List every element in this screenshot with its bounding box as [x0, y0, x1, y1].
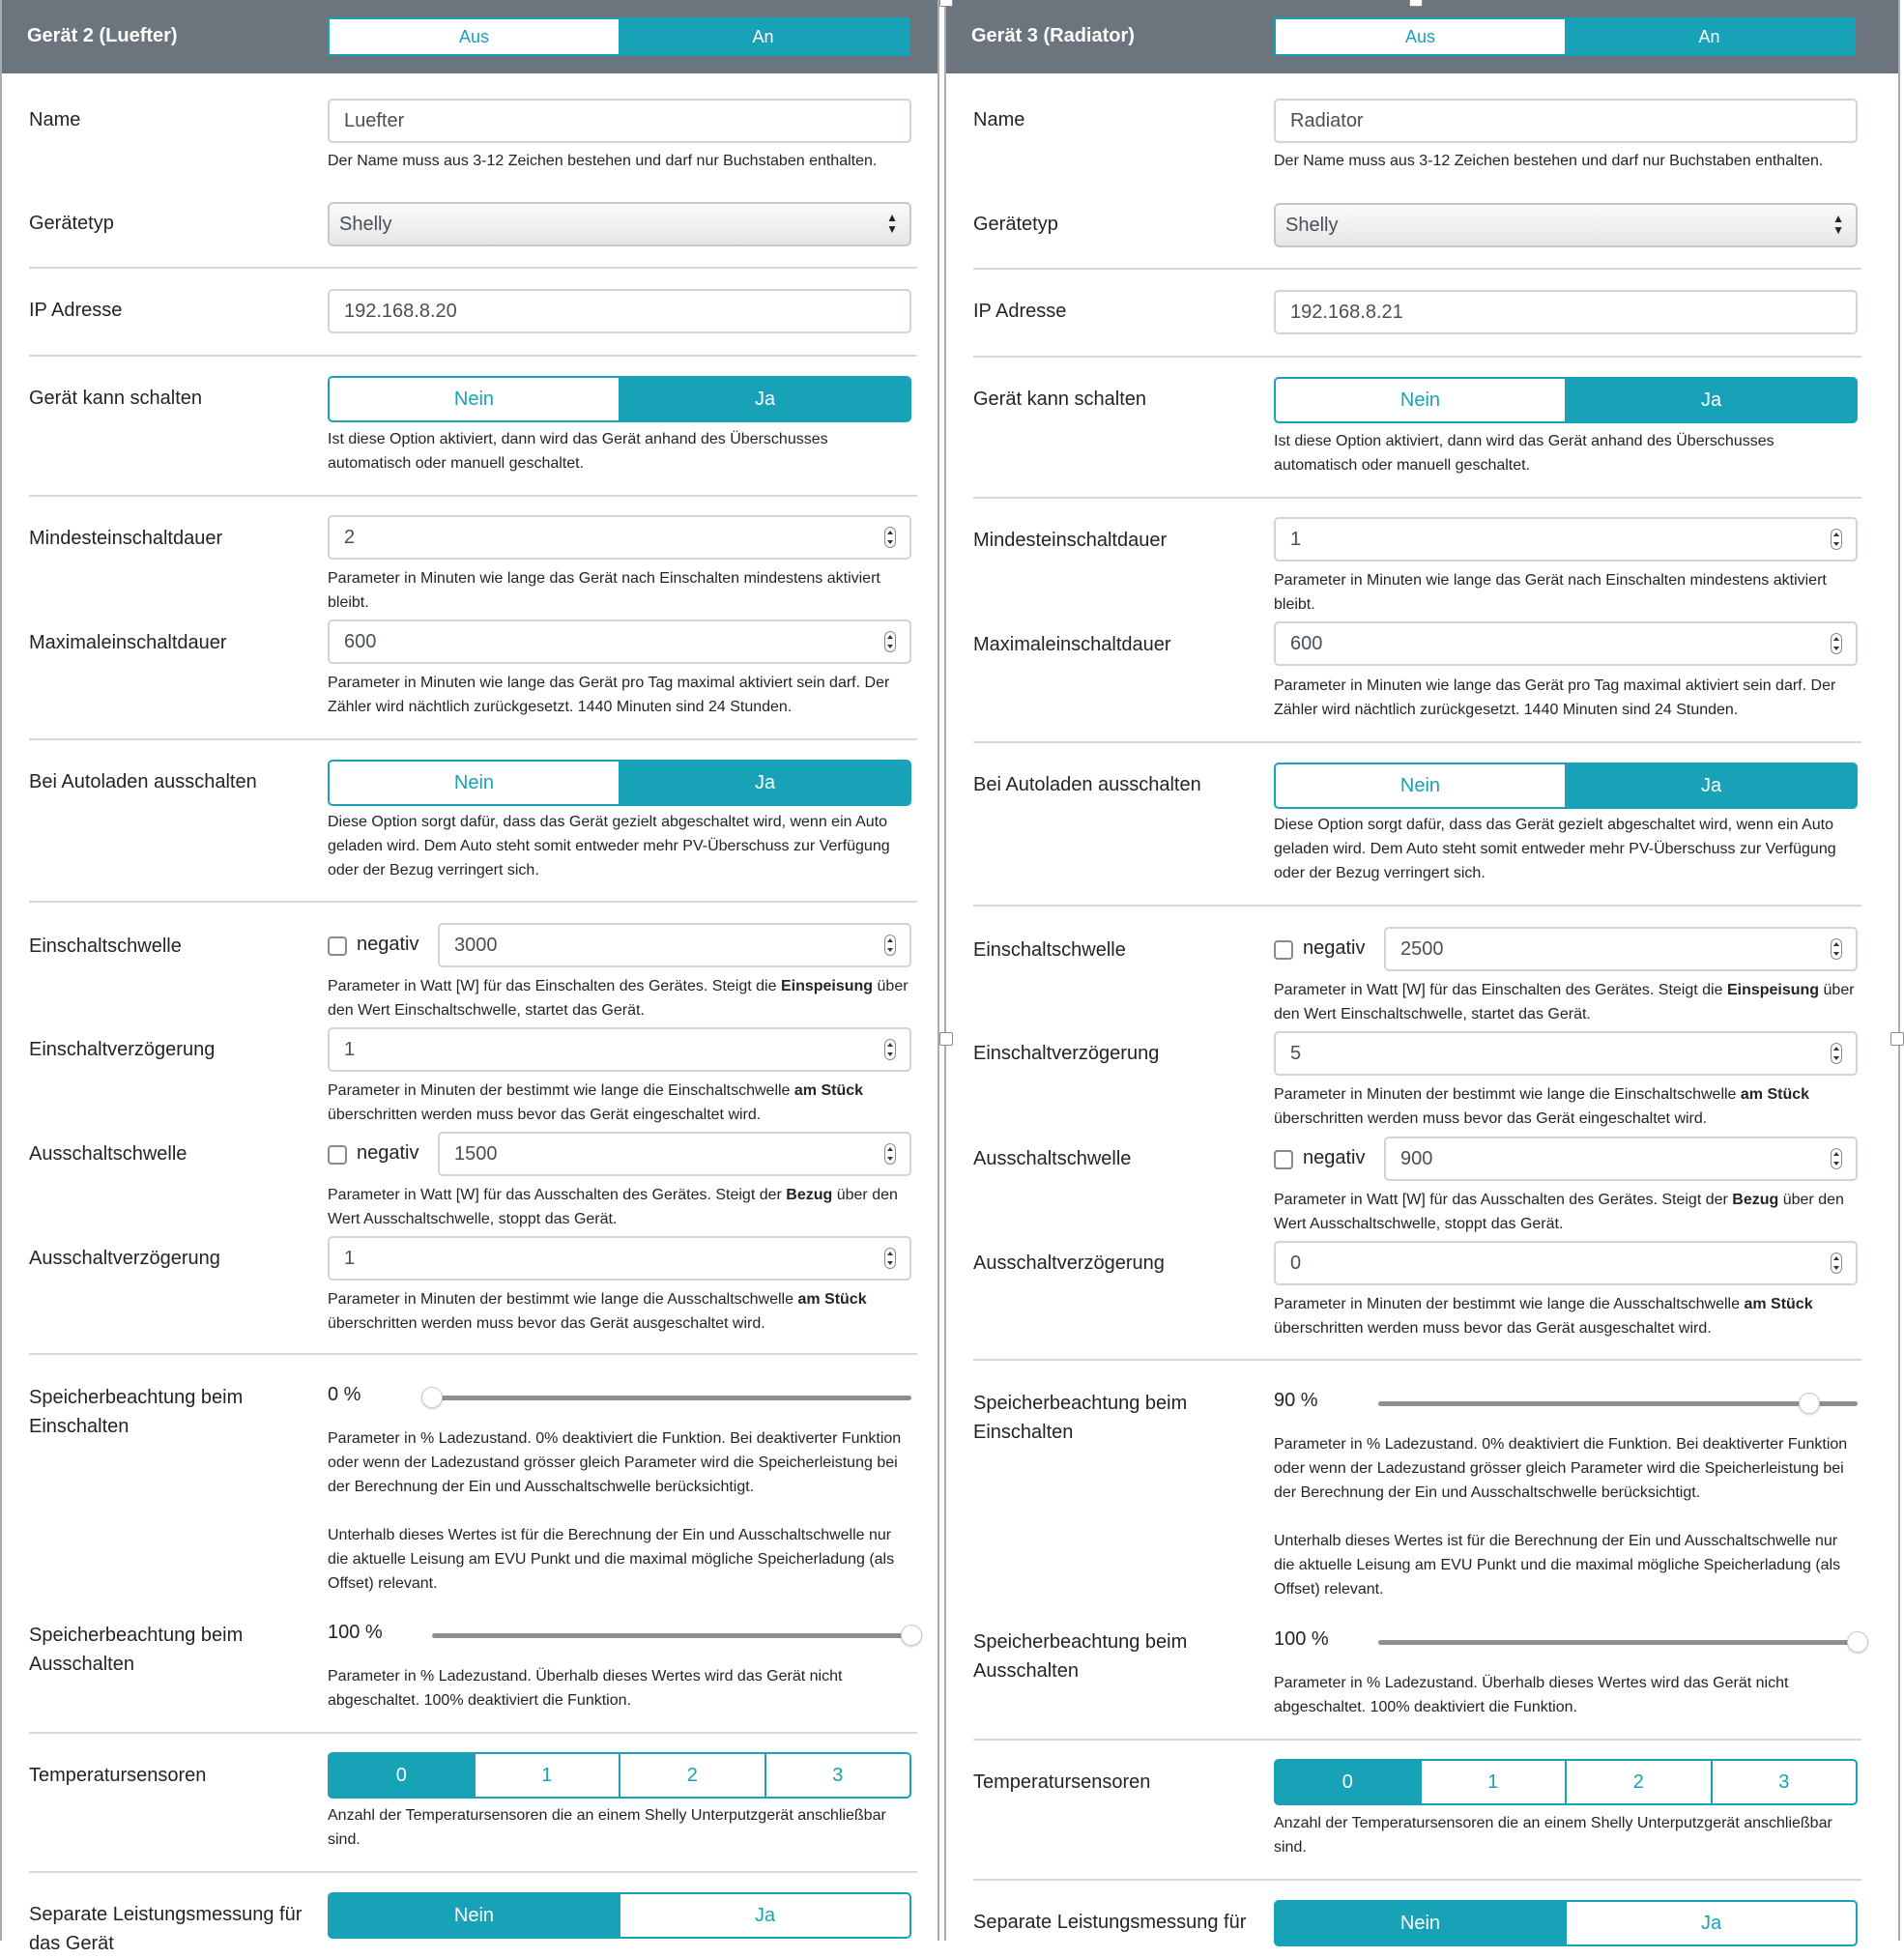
max-duration-input[interactable]: [1274, 621, 1858, 666]
help-text: Parameter in Minuten der bestimmt wie lange die Einschaltschwelle: [328, 1082, 794, 1099]
section-divider: [973, 356, 1861, 358]
storage-on-slider-thumb[interactable]: [421, 1387, 443, 1408]
help-text: überschritten werden muss bevor das Gerät ausgeschaltet wird.: [1274, 1320, 1712, 1337]
help-text: über den Wert Einschaltschwelle, startet das Gerät.: [328, 978, 909, 1019]
autocharge-off-toggle-no[interactable]: Nein: [1276, 764, 1567, 807]
on-delay-input[interactable]: [328, 1027, 911, 1072]
on-delay-help: [328, 1079, 911, 1127]
separate-measurement-toggle-yes[interactable]: Ja: [754, 1904, 776, 1926]
power-toggle[interactable]: [328, 17, 909, 56]
can-switch-help: Ist diese Option aktiviert, dann wird das Gerät anhand des Überschusses automatisch oder manuell geschaltet.: [328, 431, 828, 472]
help-emphasis: Einspeisung: [1726, 982, 1820, 998]
help-text: Parameter in Watt [W] für das Ausschalten des Gerätes. Steigt der: [1274, 1192, 1733, 1208]
off-delay-label: Ausschaltverzögerung: [973, 1253, 1165, 1274]
min-duration-input-value: 2: [344, 527, 356, 548]
spinner-arrows-icon[interactable]: [884, 1248, 896, 1269]
can-switch-toggle-yes[interactable]: Ja: [1567, 379, 1856, 421]
storage-on-slider-value: 0 %: [328, 1384, 361, 1405]
help-emphasis: am Stück: [1744, 1296, 1813, 1312]
help-emphasis: am Stück: [797, 1291, 867, 1308]
spinner-arrows-icon[interactable]: [1831, 1043, 1842, 1064]
section-divider: [973, 905, 1861, 907]
temp-sensors-help: Anzahl der Temperatursensoren die an einem Shelly Unterputzgerät anschließbar sind.: [1274, 1815, 1832, 1856]
help-text: Parameter in Minuten der bestimmt wie lange die Ausschaltschwelle: [328, 1291, 798, 1308]
spinner-arrows-icon[interactable]: [884, 935, 896, 956]
ip-input[interactable]: [1274, 290, 1858, 334]
autocharge-off-label: Bei Autoladen ausschalten: [29, 771, 257, 792]
separate-measurement-toggle[interactable]: [1274, 1900, 1858, 1946]
section-divider: [973, 497, 1861, 499]
on-threshold-label: Einschaltschwelle: [29, 936, 182, 957]
temp-sensors-label: Temperatursensoren: [29, 1765, 207, 1786]
temp-sensors-option[interactable]: 1: [476, 1754, 621, 1797]
storage-on-help-2: Unterhalb dieses Wertes ist für die Berechnung der Ein und Ausschaltschwelle nur die aktuelle Leisung am EVU Punkt und die maximal mögliche Speicherladung (als Offset) relevant.: [328, 1527, 895, 1592]
storage-off-slider-track[interactable]: [432, 1633, 911, 1638]
ip-label: IP Adresse: [29, 300, 123, 321]
name-input-value: Luefter: [344, 110, 405, 131]
section-divider: [29, 901, 917, 903]
name-help: Der Name muss aus 3-12 Zeichen bestehen und darf nur Buchstaben enthalten.: [328, 153, 878, 169]
name-label: Name: [973, 109, 1025, 130]
section-divider: [973, 1879, 1861, 1881]
max-duration-label: Maximaleinschaltdauer: [29, 632, 227, 653]
on-delay-input[interactable]: [1274, 1031, 1858, 1076]
help-text: über den Wert Ausschaltschwelle, stoppt das Gerät.: [1274, 1192, 1844, 1232]
can-switch-toggle-no[interactable]: Nein: [330, 378, 620, 420]
power-off-button[interactable]: Aus: [458, 26, 490, 46]
temp-sensors-option[interactable]: 3: [832, 1764, 844, 1786]
can-switch-label: Gerät kann schalten: [29, 388, 202, 409]
device-panel: [0, 0, 939, 1954]
autocharge-off-help: Diese Option sorgt dafür, dass das Gerät gezielt abgeschaltet wird, wenn ein Auto geladen wird. Dem Auto steht somit entweder mehr PV-Überschuss zur Verfügung oder der Bezug verringert sich.: [1274, 817, 1836, 881]
help-text: überschritten werden muss bevor das Gerät eingeschaltet wird.: [328, 1107, 762, 1123]
separate-measurement-toggle[interactable]: [328, 1892, 911, 1939]
off-threshold-input-value: 1500: [454, 1143, 498, 1165]
on-delay-label: Einschaltverzögerung: [29, 1039, 216, 1060]
can-switch-label: Gerät kann schalten: [973, 389, 1146, 410]
max-duration-help: Parameter in Minuten wie lange das Gerät pro Tag maximal aktiviert sein darf. Der Zähler wird nächtlich zurückgesetzt. 1440 Minuten sind 24 Stunden.: [328, 675, 890, 715]
select-arrows-icon: ▲ ▼: [886, 211, 898, 236]
storage-off-slider-value: 100 %: [1274, 1628, 1329, 1650]
off-threshold-help: [328, 1183, 911, 1231]
off-threshold-help: [1274, 1188, 1858, 1236]
off-threshold-label: Ausschaltschwelle: [29, 1143, 188, 1165]
on-threshold-input-value: 2500: [1400, 938, 1444, 960]
on-threshold-label: Einschaltschwelle: [973, 939, 1126, 961]
max-duration-input-value: 600: [1290, 633, 1323, 654]
device-type-label: Gerätetyp: [29, 213, 114, 234]
panel-title: Gerät 2 (Luefter): [27, 25, 178, 46]
autocharge-off-help: Diese Option sorgt dafür, dass das Gerät gezielt abgeschaltet wird, wenn ein Auto geladen wird. Dem Auto steht somit entweder mehr PV-Überschuss zur Verfügung oder der Bezug verringert sich.: [328, 814, 890, 878]
help-text: Parameter in Watt [W] für das Einschalten des Gerätes. Steigt die: [328, 978, 781, 994]
off-threshold-negative-checkbox[interactable]: [328, 1145, 347, 1165]
temp-sensors-option[interactable]: 2: [620, 1754, 766, 1797]
storage-off-slider-thumb[interactable]: [901, 1625, 922, 1646]
storage-on-help-2: Unterhalb dieses Wertes ist für die Berechnung der Ein und Ausschaltschwelle nur die aktuelle Leisung am EVU Punkt und die maximal mögliche Speicherladung (als Offset) relevant.: [1274, 1533, 1841, 1598]
max-duration-input[interactable]: [328, 619, 911, 664]
off-delay-input[interactable]: [1274, 1241, 1858, 1285]
device-type-select[interactable]: [328, 202, 911, 246]
storage-on-help: Parameter in % Ladezustand. 0% deaktiviert die Funktion. Bei deaktiverter Funktion oder wenn der Ladezustand grösser gleich Parameter wird die Speicherleistung bei der Berechnung der Ein und Ausschaltschwelle berücksichtigt.: [328, 1430, 902, 1495]
on-threshold-input-value: 3000: [454, 935, 498, 956]
separate-measurement-toggle-no[interactable]: Nein: [1276, 1902, 1567, 1944]
spinner-arrows-icon[interactable]: [1831, 1148, 1842, 1169]
autocharge-off-toggle[interactable]: [328, 760, 911, 806]
section-divider: [973, 741, 1861, 743]
section-divider: [29, 495, 917, 497]
max-duration-input-value: 600: [344, 631, 377, 652]
negative-label: negativ: [1303, 1147, 1366, 1168]
spinner-arrows-icon[interactable]: [884, 1143, 896, 1165]
on-delay-label: Einschaltverzögerung: [973, 1043, 1160, 1064]
spinner-arrows-icon[interactable]: [884, 631, 896, 652]
device-type-value: Shelly: [1285, 215, 1339, 236]
help-text: über den Wert Ausschaltschwelle, stoppt das Gerät.: [328, 1187, 898, 1227]
power-off-button[interactable]: Aus: [1404, 26, 1436, 46]
storage-off-label: Speicherbeachtung beim Ausschalten: [973, 1631, 1188, 1682]
separate-measurement-toggle-no[interactable]: Nein: [330, 1894, 620, 1937]
section-divider: [973, 1739, 1861, 1741]
storage-on-label: Speicherbeachtung beim Einschalten: [29, 1387, 244, 1437]
on-threshold-help: [1274, 978, 1858, 1026]
section-divider: [29, 355, 917, 357]
ip-input[interactable]: [328, 289, 911, 333]
help-text: Parameter in Watt [W] für das Ausschalten des Gerätes. Steigt der: [328, 1187, 787, 1203]
power-on-button[interactable]: An: [619, 19, 908, 54]
help-text: Parameter in Minuten der bestimmt wie lange die Ausschaltschwelle: [1274, 1296, 1745, 1312]
name-label: Name: [29, 109, 81, 130]
on-delay-input-value: 5: [1290, 1043, 1302, 1064]
help-emphasis: Bezug: [786, 1187, 833, 1203]
section-divider: [29, 1871, 917, 1873]
off-delay-input[interactable]: [328, 1236, 911, 1281]
negative-label: negativ: [1303, 937, 1366, 959]
name-input[interactable]: [328, 99, 911, 143]
power-on-button[interactable]: An: [1565, 19, 1854, 54]
section-divider: [29, 1353, 917, 1355]
resize-handle[interactable]: [1890, 1032, 1904, 1046]
resize-handle[interactable]: [939, 0, 953, 7]
storage-off-help: Parameter in % Ladezustand. Überhalb dieses Wertes wird das Gerät nicht abgeschaltet. 100% deaktiviert die Funktion.: [1274, 1675, 1789, 1715]
on-delay-help: [1274, 1082, 1858, 1131]
help-emphasis: am Stück: [793, 1082, 864, 1099]
panel-title: Gerät 3 (Radiator): [971, 25, 1135, 46]
section-divider: [973, 1359, 1861, 1361]
min-duration-help: Parameter in Minuten wie lange das Gerät nach Einschalten mindestens aktiviert bleibt.: [1274, 572, 1827, 613]
storage-on-label: Speicherbeachtung beim Einschalten: [973, 1393, 1188, 1443]
select-arrows-icon: ▲ ▼: [1832, 212, 1844, 237]
spinner-arrows-icon[interactable]: [1831, 938, 1842, 960]
help-text: überschritten werden muss bevor das Gerät eingeschaltet wird.: [1274, 1110, 1708, 1127]
separate-measurement-toggle-yes[interactable]: Ja: [1700, 1912, 1722, 1934]
help-text: Parameter in Watt [W] für das Einschalten des Gerätes. Steigt die: [1274, 982, 1727, 998]
panel-header: [2, 0, 938, 73]
temp-sensors-option[interactable]: 0: [1276, 1761, 1422, 1803]
storage-off-slider-thumb[interactable]: [1847, 1631, 1868, 1653]
ip-input-value: 192.168.8.20: [344, 301, 457, 322]
help-emphasis: Einspeisung: [780, 978, 874, 994]
temp-sensors-option[interactable]: 1: [1422, 1761, 1568, 1803]
help-emphasis: Bezug: [1732, 1192, 1779, 1208]
can-switch-toggle[interactable]: [328, 376, 911, 422]
autocharge-off-toggle-yes[interactable]: Ja: [620, 762, 909, 804]
section-divider: [29, 738, 917, 740]
spinner-arrows-icon[interactable]: [1831, 1253, 1842, 1274]
resize-handle[interactable]: [1409, 0, 1423, 7]
can-switch-toggle-no[interactable]: Nein: [1276, 379, 1567, 421]
name-input[interactable]: [1274, 99, 1858, 143]
off-threshold-input[interactable]: [1384, 1137, 1858, 1181]
ip-input-value: 192.168.8.21: [1290, 302, 1403, 323]
off-threshold-input[interactable]: [438, 1132, 911, 1176]
device-type-select[interactable]: [1274, 203, 1858, 247]
on-threshold-negative-checkbox[interactable]: [1274, 940, 1293, 960]
off-delay-input-value: 1: [344, 1248, 356, 1269]
off-threshold-negative-checkbox[interactable]: [1274, 1150, 1293, 1169]
storage-off-label: Speicherbeachtung beim Ausschalten: [29, 1625, 244, 1675]
spinner-arrows-icon[interactable]: [1831, 529, 1842, 550]
storage-on-slider-track[interactable]: [1378, 1401, 1858, 1406]
temp-sensors-option[interactable]: 0: [330, 1754, 476, 1797]
can-switch-toggle-yes[interactable]: Ja: [620, 378, 909, 420]
device-type-label: Gerätetyp: [973, 214, 1058, 235]
section-divider: [973, 268, 1861, 270]
storage-off-help: Parameter in % Ladezustand. Überhalb dieses Wertes wird das Gerät nicht abgeschaltet. 100% deaktiviert die Funktion.: [328, 1668, 843, 1709]
help-text: über den Wert Einschaltschwelle, startet das Gerät.: [1274, 982, 1855, 1022]
temp-sensors-group[interactable]: [1274, 1759, 1858, 1805]
min-duration-input[interactable]: [328, 515, 911, 560]
autocharge-off-toggle[interactable]: [1274, 763, 1858, 809]
on-threshold-input[interactable]: [438, 923, 911, 967]
temp-sensors-label: Temperatursensoren: [973, 1771, 1151, 1793]
storage-on-help: Parameter in % Ladezustand. 0% deaktiviert die Funktion. Bei deaktiverter Funktion oder wenn der Ladezustand grösser gleich Parameter wird die Speicherleistung bei der Berechnung der Ein und Ausschaltschwelle berücksichtigt.: [1274, 1436, 1848, 1501]
off-delay-help: [328, 1287, 911, 1336]
separate-measurement-label: Separate Leistungsmessung für: [973, 1912, 1247, 1933]
help-text: Parameter in Minuten der bestimmt wie lange die Einschaltschwelle: [1274, 1086, 1741, 1103]
min-duration-input-value: 1: [1290, 529, 1302, 550]
temp-sensors-help: Anzahl der Temperatursensoren die an einem Shelly Unterputzgerät anschließbar sind.: [328, 1807, 886, 1848]
ip-label: IP Adresse: [973, 301, 1067, 322]
max-duration-help: Parameter in Minuten wie lange das Gerät pro Tag maximal aktiviert sein darf. Der Zähler wird nächtlich zurückgesetzt. 1440 Minuten sind 24 Stunden.: [1274, 677, 1836, 718]
max-duration-label: Maximaleinschaltdauer: [973, 634, 1171, 655]
off-threshold-input-value: 900: [1400, 1148, 1433, 1169]
min-duration-help: Parameter in Minuten wie lange das Gerät nach Einschalten mindestens aktiviert bleibt.: [328, 570, 880, 611]
min-duration-label: Mindesteinschaltdauer: [973, 530, 1168, 551]
storage-off-slider-value: 100 %: [328, 1622, 383, 1643]
autocharge-off-toggle-no[interactable]: Nein: [330, 762, 620, 804]
device-panel: [944, 0, 1900, 1941]
device-type-value: Shelly: [339, 214, 392, 235]
negative-label: negativ: [357, 1142, 419, 1164]
on-threshold-input[interactable]: [1384, 927, 1858, 971]
spinner-arrows-icon[interactable]: [1831, 633, 1842, 654]
can-switch-help: Ist diese Option aktiviert, dann wird das Gerät anhand des Überschusses automatisch oder manuell geschaltet.: [1274, 433, 1774, 474]
power-toggle[interactable]: [1274, 17, 1856, 56]
off-threshold-label: Ausschaltschwelle: [973, 1148, 1132, 1169]
off-delay-label: Ausschaltverzögerung: [29, 1248, 220, 1269]
off-delay-input-value: 0: [1290, 1253, 1302, 1274]
storage-on-slider-value: 90 %: [1274, 1390, 1318, 1411]
storage-off-slider-track[interactable]: [1378, 1640, 1858, 1645]
on-threshold-help: [328, 974, 911, 1022]
name-help: Der Name muss aus 3-12 Zeichen bestehen und darf nur Buchstaben enthalten.: [1274, 153, 1824, 169]
resize-handle[interactable]: [939, 1032, 953, 1046]
off-delay-help: [1274, 1292, 1858, 1340]
autocharge-off-toggle-yes[interactable]: Ja: [1567, 764, 1856, 807]
temp-sensors-option[interactable]: 2: [1567, 1761, 1713, 1803]
section-divider: [29, 1732, 917, 1734]
temp-sensors-option[interactable]: 3: [1778, 1771, 1790, 1793]
storage-on-slider-track[interactable]: [432, 1396, 911, 1400]
storage-on-slider-thumb[interactable]: [1799, 1393, 1820, 1414]
temp-sensors-group[interactable]: [328, 1752, 911, 1799]
on-delay-input-value: 1: [344, 1039, 356, 1060]
spinner-arrows-icon[interactable]: [884, 527, 896, 548]
help-text: überschritten werden muss bevor das Gerät ausgeschaltet wird.: [328, 1315, 765, 1332]
can-switch-toggle[interactable]: [1274, 377, 1858, 423]
negative-label: negativ: [357, 934, 419, 955]
autocharge-off-label: Bei Autoladen ausschalten: [973, 774, 1201, 795]
panel-header: [946, 0, 1898, 73]
name-input-value: Radiator: [1290, 110, 1364, 131]
separate-measurement-label: Separate Leistungsmessung für das Gerät: [29, 1904, 303, 1954]
spinner-arrows-icon[interactable]: [884, 1039, 896, 1060]
on-threshold-negative-checkbox[interactable]: [328, 936, 347, 956]
min-duration-label: Mindesteinschaltdauer: [29, 528, 223, 549]
min-duration-input[interactable]: [1274, 517, 1858, 561]
help-emphasis: am Stück: [1740, 1086, 1810, 1103]
section-divider: [29, 267, 917, 269]
